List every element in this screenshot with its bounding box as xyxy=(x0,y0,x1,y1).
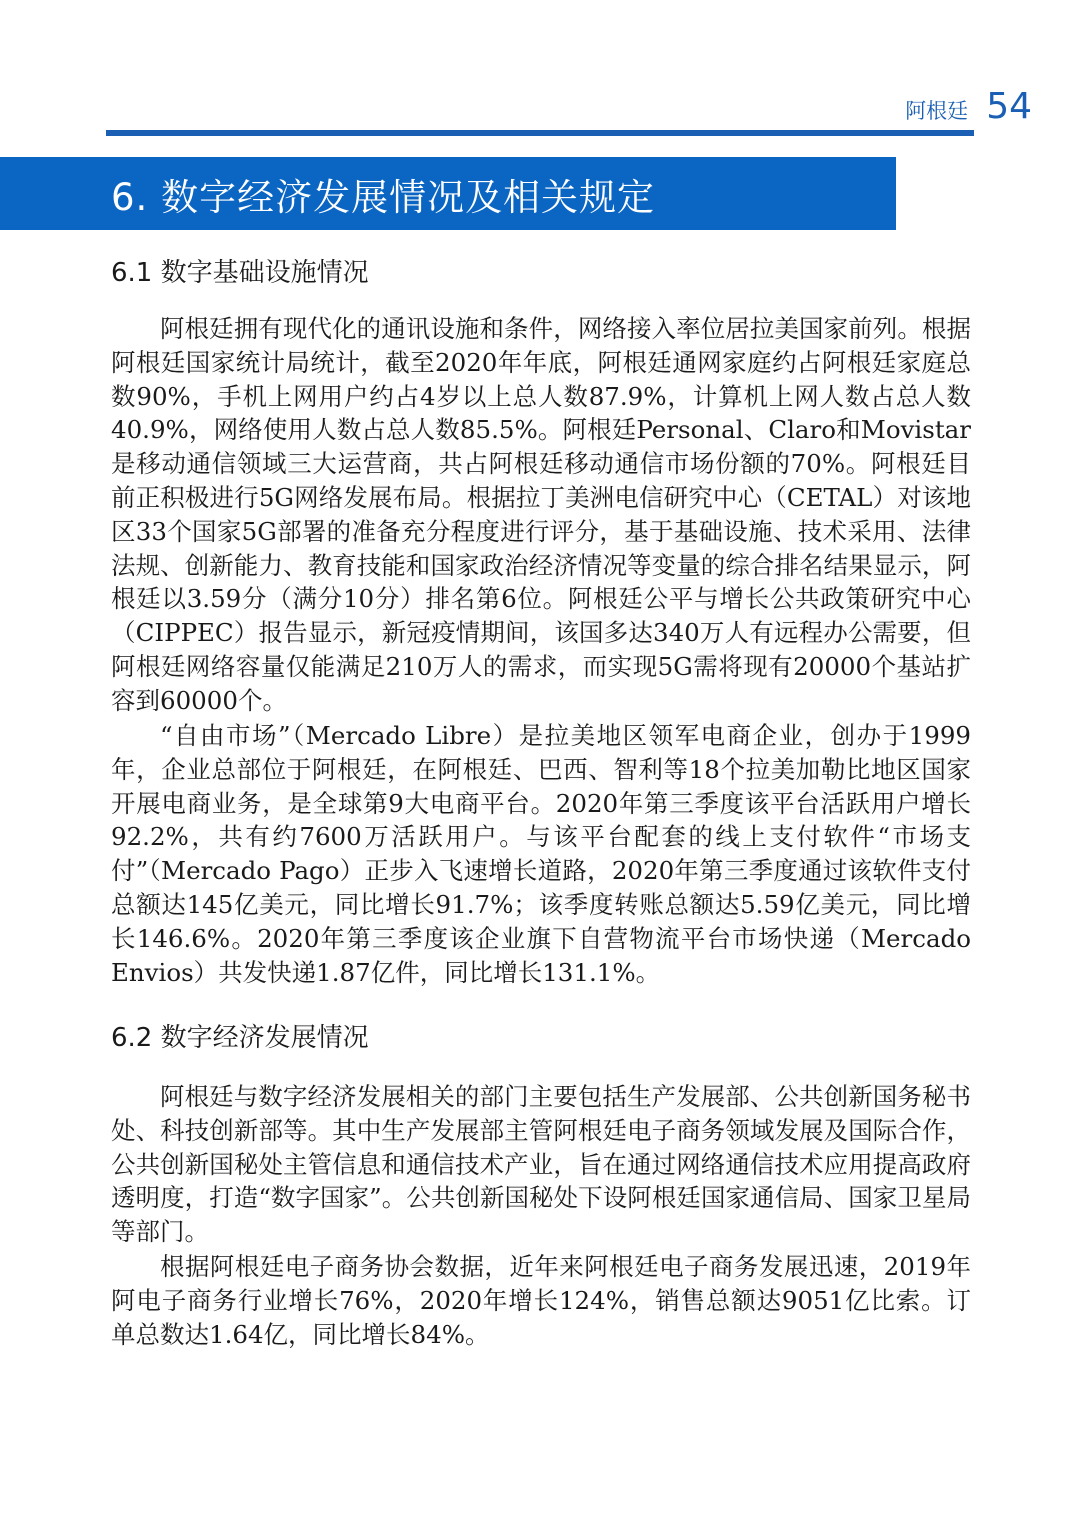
body-paragraph: 阿根廷拥有现代化的通讯设施和条件，网络接入率位居拉美国家前列。根据阿根廷国家统计局统计，截至2020年年底，阿根廷通网家庭约占阿根廷家庭总数90%，手机上网用户约占4岁以上总人数87.9%，计算机上网人数占总人数40.9%，网络使用人数占总人数85.5%。阿根廷Personal、Claro和Movistar是移动通信领域三大运营商，共占阿根廷移动通信市场份额的70%。阿根廷目前正积极进行5G网络发展布局。根据拉丁美洲电信研究中心（CETAL）对该地区33个国家5G部署的准备充分程度进行评分，基于基础设施、技术采用、法律法规、创新能力、教育技能和国家政治经济情况等变量的综合排名结果显示，阿根廷以3.59分（满分10分）排名第6位。阿根廷公平与增长公共政策研究中心（CIPPEC）报告显示，新冠疫情期间，该国多达340万人有远程办公需要，但阿根廷网络容量仅能满足210万人的需求，而实现5G需将现有20000个基站扩容到60000个。 xyxy=(111,314,971,715)
header-rule xyxy=(106,130,974,136)
chapter-banner xyxy=(0,157,896,230)
section-heading: 6.1 数字基础设施情况 xyxy=(111,258,369,288)
body-paragraph: “自由市场”（Mercado Libre）是拉美地区领军电商企业，创办于1999年，企业总部位于阿根廷，在阿根廷、巴西、智利等18个拉美加勒比地区国家开展电商业务，是全球第9大电商平台。2020年第三季度该平台活跃用户增长92.2%，共有约7600万活跃用户。与该平台配套的线上支付软件“市场支付”（Mercado Pago）正步入飞速增长道路，2020年第三季度通过该软件支付总额达145亿美元，同比增长91.7%；该季度转账总额达5.59亿美元，同比增长146.6%。2020年第三季度该企业旗下自营物流平台市场快递（Mercado Envios）共发快递1.87亿件，同比增长131.1%。 xyxy=(111,721,971,987)
body-paragraph: 阿根廷与数字经济发展相关的部门主要包括生产发展部、公共创新国务秘书处、科技创新部等。其中生产发展部主管阿根廷电子商务领域发展及国际合作，公共创新国秘处主管信息和通信技术产业，旨在通过网络通信技术应用提高政府透明度，打造“数字国家”。公共创新国秘处下设阿根廷国家通信局、国家卫星局等部门。 xyxy=(111,1082,971,1247)
body-paragraph: 根据阿根廷电子商务协会数据，近年来阿根廷电子商务发展迅速，2019年阿电子商务行业增长76%，2020年增长124%，销售总额达9051亿比索。订单总数达1.64亿，同比增长84%。 xyxy=(111,1252,971,1349)
chapter-title: 6. 数字经济发展情况及相关规定 xyxy=(111,175,656,219)
page-number: 54 xyxy=(986,86,1032,127)
running-head xyxy=(905,86,1032,127)
section-heading: 6.2 数字经济发展情况 xyxy=(111,1023,369,1053)
running-head-country: 阿根廷 xyxy=(905,99,969,123)
